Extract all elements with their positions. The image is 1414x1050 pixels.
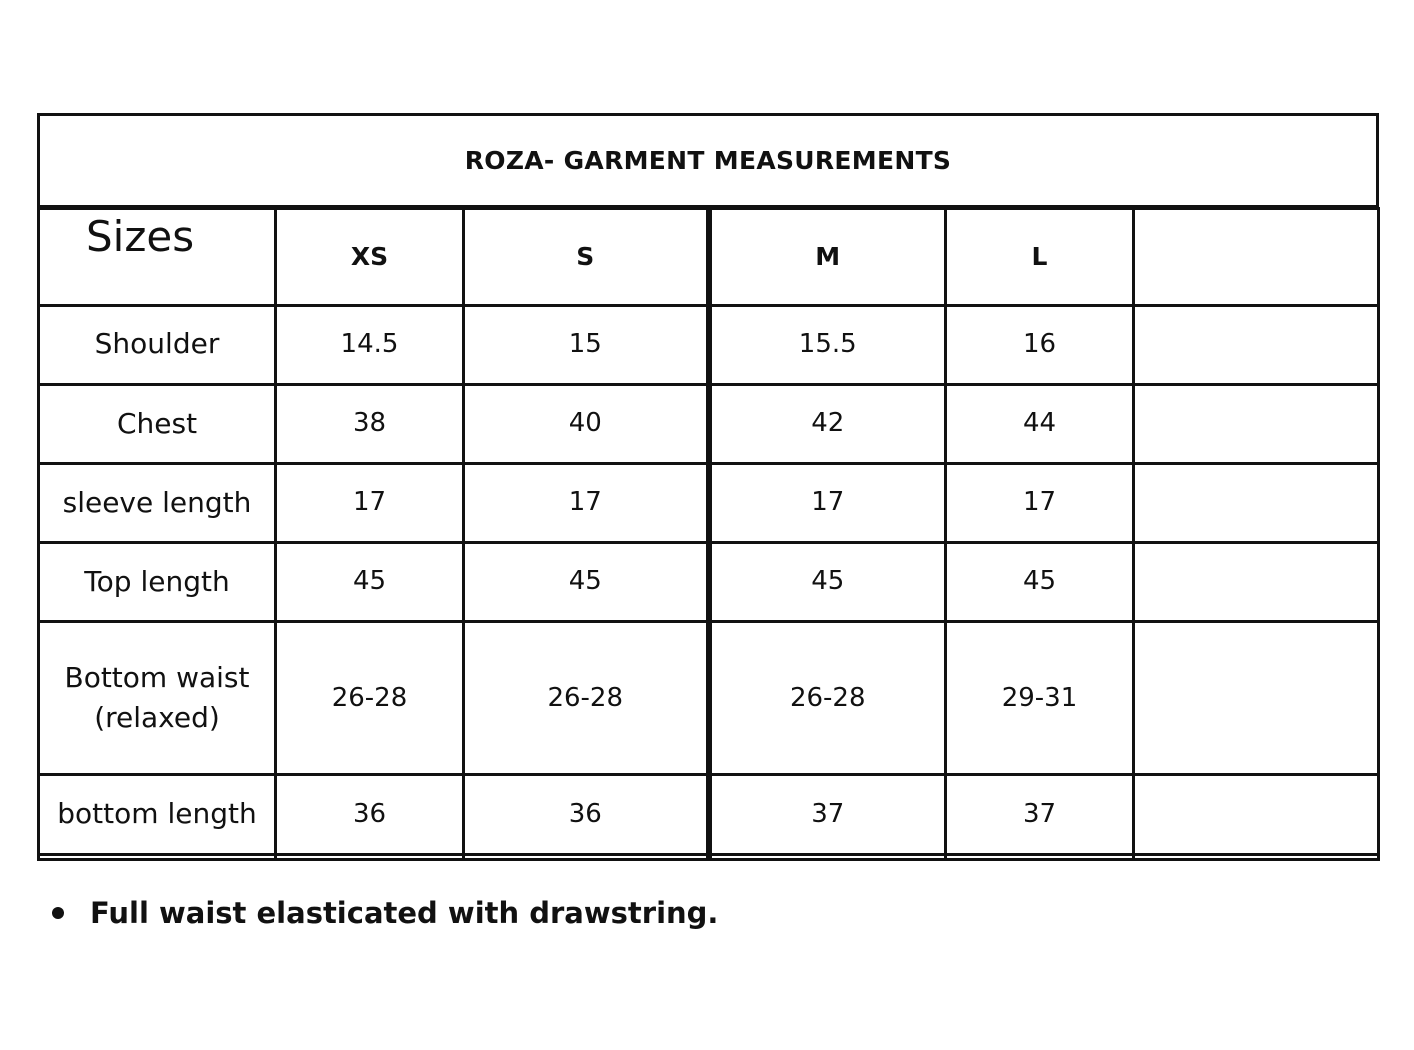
table-cell (1134, 775, 1379, 854)
size-header-l: L (946, 209, 1134, 306)
table-cell: 45 (276, 543, 464, 622)
table-cell: 26-28 (709, 622, 946, 775)
measurement-table (37, 207, 1377, 861)
table-cell (276, 854, 464, 860)
row-label-chest: Chest (39, 384, 276, 463)
table-cell: 15 (464, 305, 709, 384)
table-cell: 17 (709, 464, 946, 543)
row-label-top-length: Top length (39, 543, 276, 622)
table-cell: 45 (946, 543, 1134, 622)
table-cell: 44 (946, 384, 1134, 463)
table-row-bottom-waist (39, 622, 1379, 775)
table-cell (1134, 305, 1379, 384)
row-label-shoulder: Shoulder (39, 305, 276, 384)
table-cell (1134, 854, 1379, 860)
size-header-s: S (464, 209, 709, 306)
size-header-m: M (709, 209, 946, 306)
table-cell: 15.5 (709, 305, 946, 384)
bullet-icon (52, 907, 64, 919)
table-cell (1134, 464, 1379, 543)
table-cell: 14.5 (276, 305, 464, 384)
table-row-shoulder (39, 305, 1379, 384)
table-cell: 40 (464, 384, 709, 463)
table-cell: 37 (709, 775, 946, 854)
row-label-sleeve-length: sleeve length (39, 464, 276, 543)
table-cell: 37 (946, 775, 1134, 854)
row-label-bottom-waist: Bottom waist (relaxed) (39, 622, 276, 775)
table-row-chest (39, 384, 1379, 463)
table-cell (1134, 622, 1379, 775)
table-cell (946, 854, 1134, 860)
sizes-header-cell: Sizes (39, 209, 276, 306)
table-cell: 17 (276, 464, 464, 543)
size-header-empty (1134, 209, 1379, 306)
table-cell: 16 (946, 305, 1134, 384)
row-label-empty (39, 854, 276, 860)
table-cell (709, 854, 946, 860)
table-cell (1134, 543, 1379, 622)
table-cell (464, 854, 709, 860)
table-cell: 17 (946, 464, 1134, 543)
table-row-bottom-length (39, 775, 1379, 854)
row-label-bottom-length: bottom length (39, 775, 276, 854)
size-header-xs: XS (276, 209, 464, 306)
table-cell: 45 (709, 543, 946, 622)
table-cell: 38 (276, 384, 464, 463)
page-title: ROZA- GARMENT MEASUREMENTS (464, 146, 952, 175)
table-header-row (39, 209, 1379, 306)
chart-title-box (37, 113, 1379, 208)
table-cell: 45 (464, 543, 709, 622)
table-cell: 36 (464, 775, 709, 854)
note-text: Full waist elasticated with drawstring. (90, 896, 719, 930)
note-item (52, 896, 718, 930)
table-cell: 17 (464, 464, 709, 543)
table-row-sleeve-length (39, 464, 1379, 543)
table-cell: 26-28 (464, 622, 709, 775)
table-cell: 42 (709, 384, 946, 463)
table-cell (1134, 384, 1379, 463)
table-cell: 29-31 (946, 622, 1134, 775)
table-cell: 26-28 (276, 622, 464, 775)
table-row-empty (39, 854, 1379, 860)
table-row-top-length (39, 543, 1379, 622)
table-cell: 36 (276, 775, 464, 854)
